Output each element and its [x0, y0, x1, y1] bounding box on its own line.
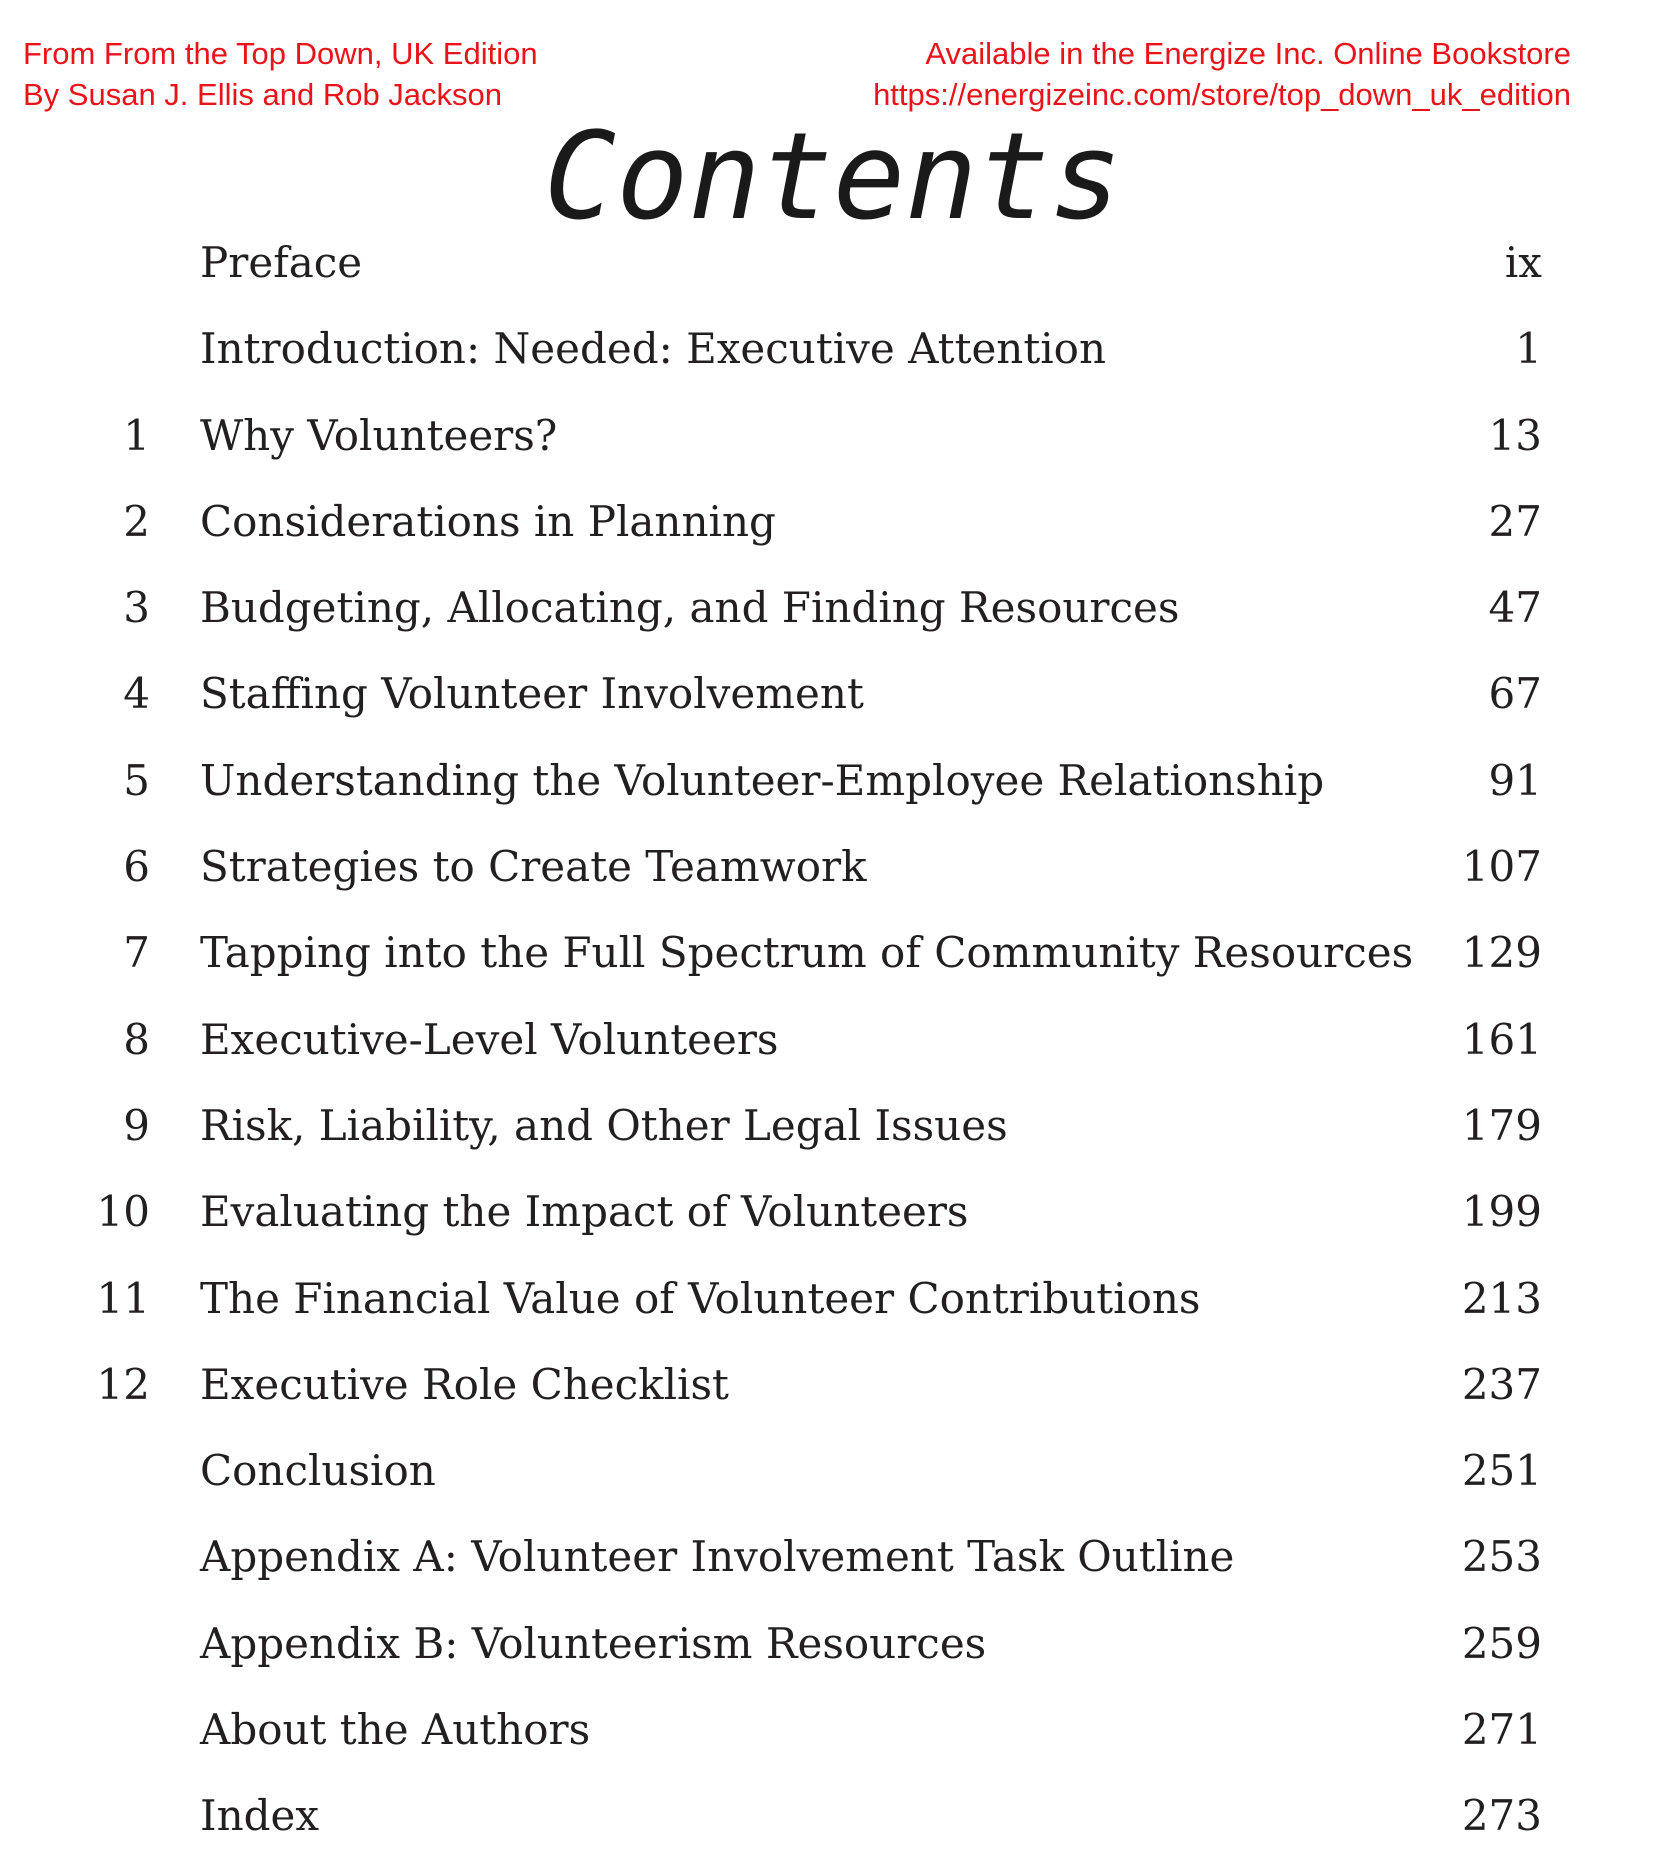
- toc-chapter-number: 4: [123, 669, 150, 719]
- source-book-line: From From the Top Down, UK Edition: [23, 36, 538, 71]
- toc-chapter-number: 3: [123, 583, 150, 633]
- toc-chapter-number: 7: [123, 928, 150, 978]
- source-authors-line: By Susan J. Ellis and Rob Jackson: [23, 77, 503, 112]
- toc-chapter-number: 1: [123, 410, 150, 460]
- toc-chapter-number: 9: [123, 1100, 150, 1150]
- toc-entry: [0, 1428, 1666, 1514]
- toc-chapter-number: 2: [123, 496, 150, 546]
- toc-entry: [0, 1773, 1666, 1859]
- toc-entry: [0, 306, 1666, 392]
- toc-entry: [0, 393, 1666, 479]
- toc-entry: [0, 1169, 1666, 1255]
- toc-page-number: 47: [1488, 583, 1542, 633]
- store-availability-line: Available in the Energize Inc. Online Bookstore: [925, 36, 1571, 71]
- toc-entry-title: Staffing Volunteer Involvement: [200, 669, 864, 719]
- toc-entry: [0, 1687, 1666, 1773]
- toc-page-number: 13: [1488, 410, 1542, 460]
- toc-page-number: 179: [1461, 1100, 1542, 1150]
- toc-entry-title: Strategies to Create Teamwork: [200, 842, 867, 892]
- source-header: [23, 33, 538, 115]
- toc-entry-title: Executive Role Checklist: [200, 1359, 729, 1409]
- toc-page-number: 273: [1461, 1791, 1542, 1841]
- toc-entry: [0, 1256, 1666, 1342]
- toc-entry: [0, 651, 1666, 737]
- toc-entry: [0, 1083, 1666, 1169]
- toc-entry-title: Appendix A: Volunteer Involvement Task Outline: [200, 1532, 1235, 1582]
- toc-entry-title: Conclusion: [200, 1446, 436, 1496]
- toc-page-number: 237: [1461, 1359, 1542, 1409]
- toc-page-number: 259: [1461, 1618, 1542, 1668]
- toc-entry-title: Considerations in Planning: [200, 496, 776, 546]
- toc-entry: [0, 1514, 1666, 1600]
- toc-page-number: ix: [1504, 238, 1542, 287]
- page-title: Contents: [544, 108, 1122, 247]
- toc-page-number: 129: [1461, 928, 1542, 978]
- store-header: [873, 33, 1571, 115]
- toc-page-number: 161: [1461, 1014, 1542, 1064]
- toc-entry-title: About the Authors: [200, 1705, 591, 1755]
- toc-entry-title: Tapping into the Full Spectrum of Community Resources: [200, 928, 1414, 978]
- table-of-contents: [0, 220, 1666, 1860]
- toc-entry-title: Preface: [200, 238, 363, 287]
- toc-page-number: 67: [1488, 669, 1542, 719]
- toc-entry-title: Appendix B: Volunteerism Resources: [200, 1618, 987, 1668]
- toc-entry: [0, 1342, 1666, 1428]
- toc-entry-title: The Financial Value of Volunteer Contributions: [200, 1273, 1201, 1323]
- toc-page-number: 1: [1515, 324, 1542, 374]
- toc-entry-title: Why Volunteers?: [200, 410, 558, 460]
- toc-entry-title: Understanding the Volunteer-Employee Relationship: [200, 755, 1325, 805]
- toc-chapter-number: 11: [96, 1273, 150, 1323]
- toc-entry-title: Index: [200, 1791, 320, 1841]
- toc-entry: [0, 220, 1666, 306]
- toc-chapter-number: 8: [123, 1014, 150, 1064]
- toc-page-number: 251: [1461, 1446, 1542, 1496]
- toc-entry-title: Executive-Level Volunteers: [200, 1014, 779, 1064]
- toc-entry: [0, 565, 1666, 651]
- toc-page-number: 213: [1461, 1273, 1542, 1323]
- toc-page-number: 27: [1488, 496, 1542, 546]
- toc-entry-title: Introduction: Needed: Executive Attention: [200, 324, 1106, 374]
- toc-entry: [0, 738, 1666, 824]
- toc-entry: [0, 1601, 1666, 1687]
- toc-chapter-number: 12: [96, 1359, 150, 1409]
- toc-page-number: 107: [1461, 842, 1542, 892]
- toc-entry: [0, 824, 1666, 910]
- toc-entry: [0, 997, 1666, 1083]
- toc-entry: [0, 479, 1666, 565]
- toc-page-number: 199: [1461, 1187, 1542, 1237]
- toc-chapter-number: 5: [123, 755, 150, 805]
- toc-chapter-number: 6: [123, 842, 150, 892]
- toc-entry-title: Risk, Liability, and Other Legal Issues: [200, 1100, 1008, 1150]
- toc-entry: [0, 910, 1666, 996]
- toc-entry-title: Evaluating the Impact of Volunteers: [200, 1187, 969, 1237]
- toc-entry-title: Budgeting, Allocating, and Finding Resources: [200, 583, 1180, 633]
- store-url-line: https://energizeinc.com/store/top_down_uk_edition: [873, 77, 1571, 112]
- toc-page-number: 253: [1461, 1532, 1542, 1582]
- toc-chapter-number: 10: [96, 1187, 150, 1237]
- toc-page-number: 271: [1461, 1705, 1542, 1755]
- toc-page-number: 91: [1488, 755, 1542, 805]
